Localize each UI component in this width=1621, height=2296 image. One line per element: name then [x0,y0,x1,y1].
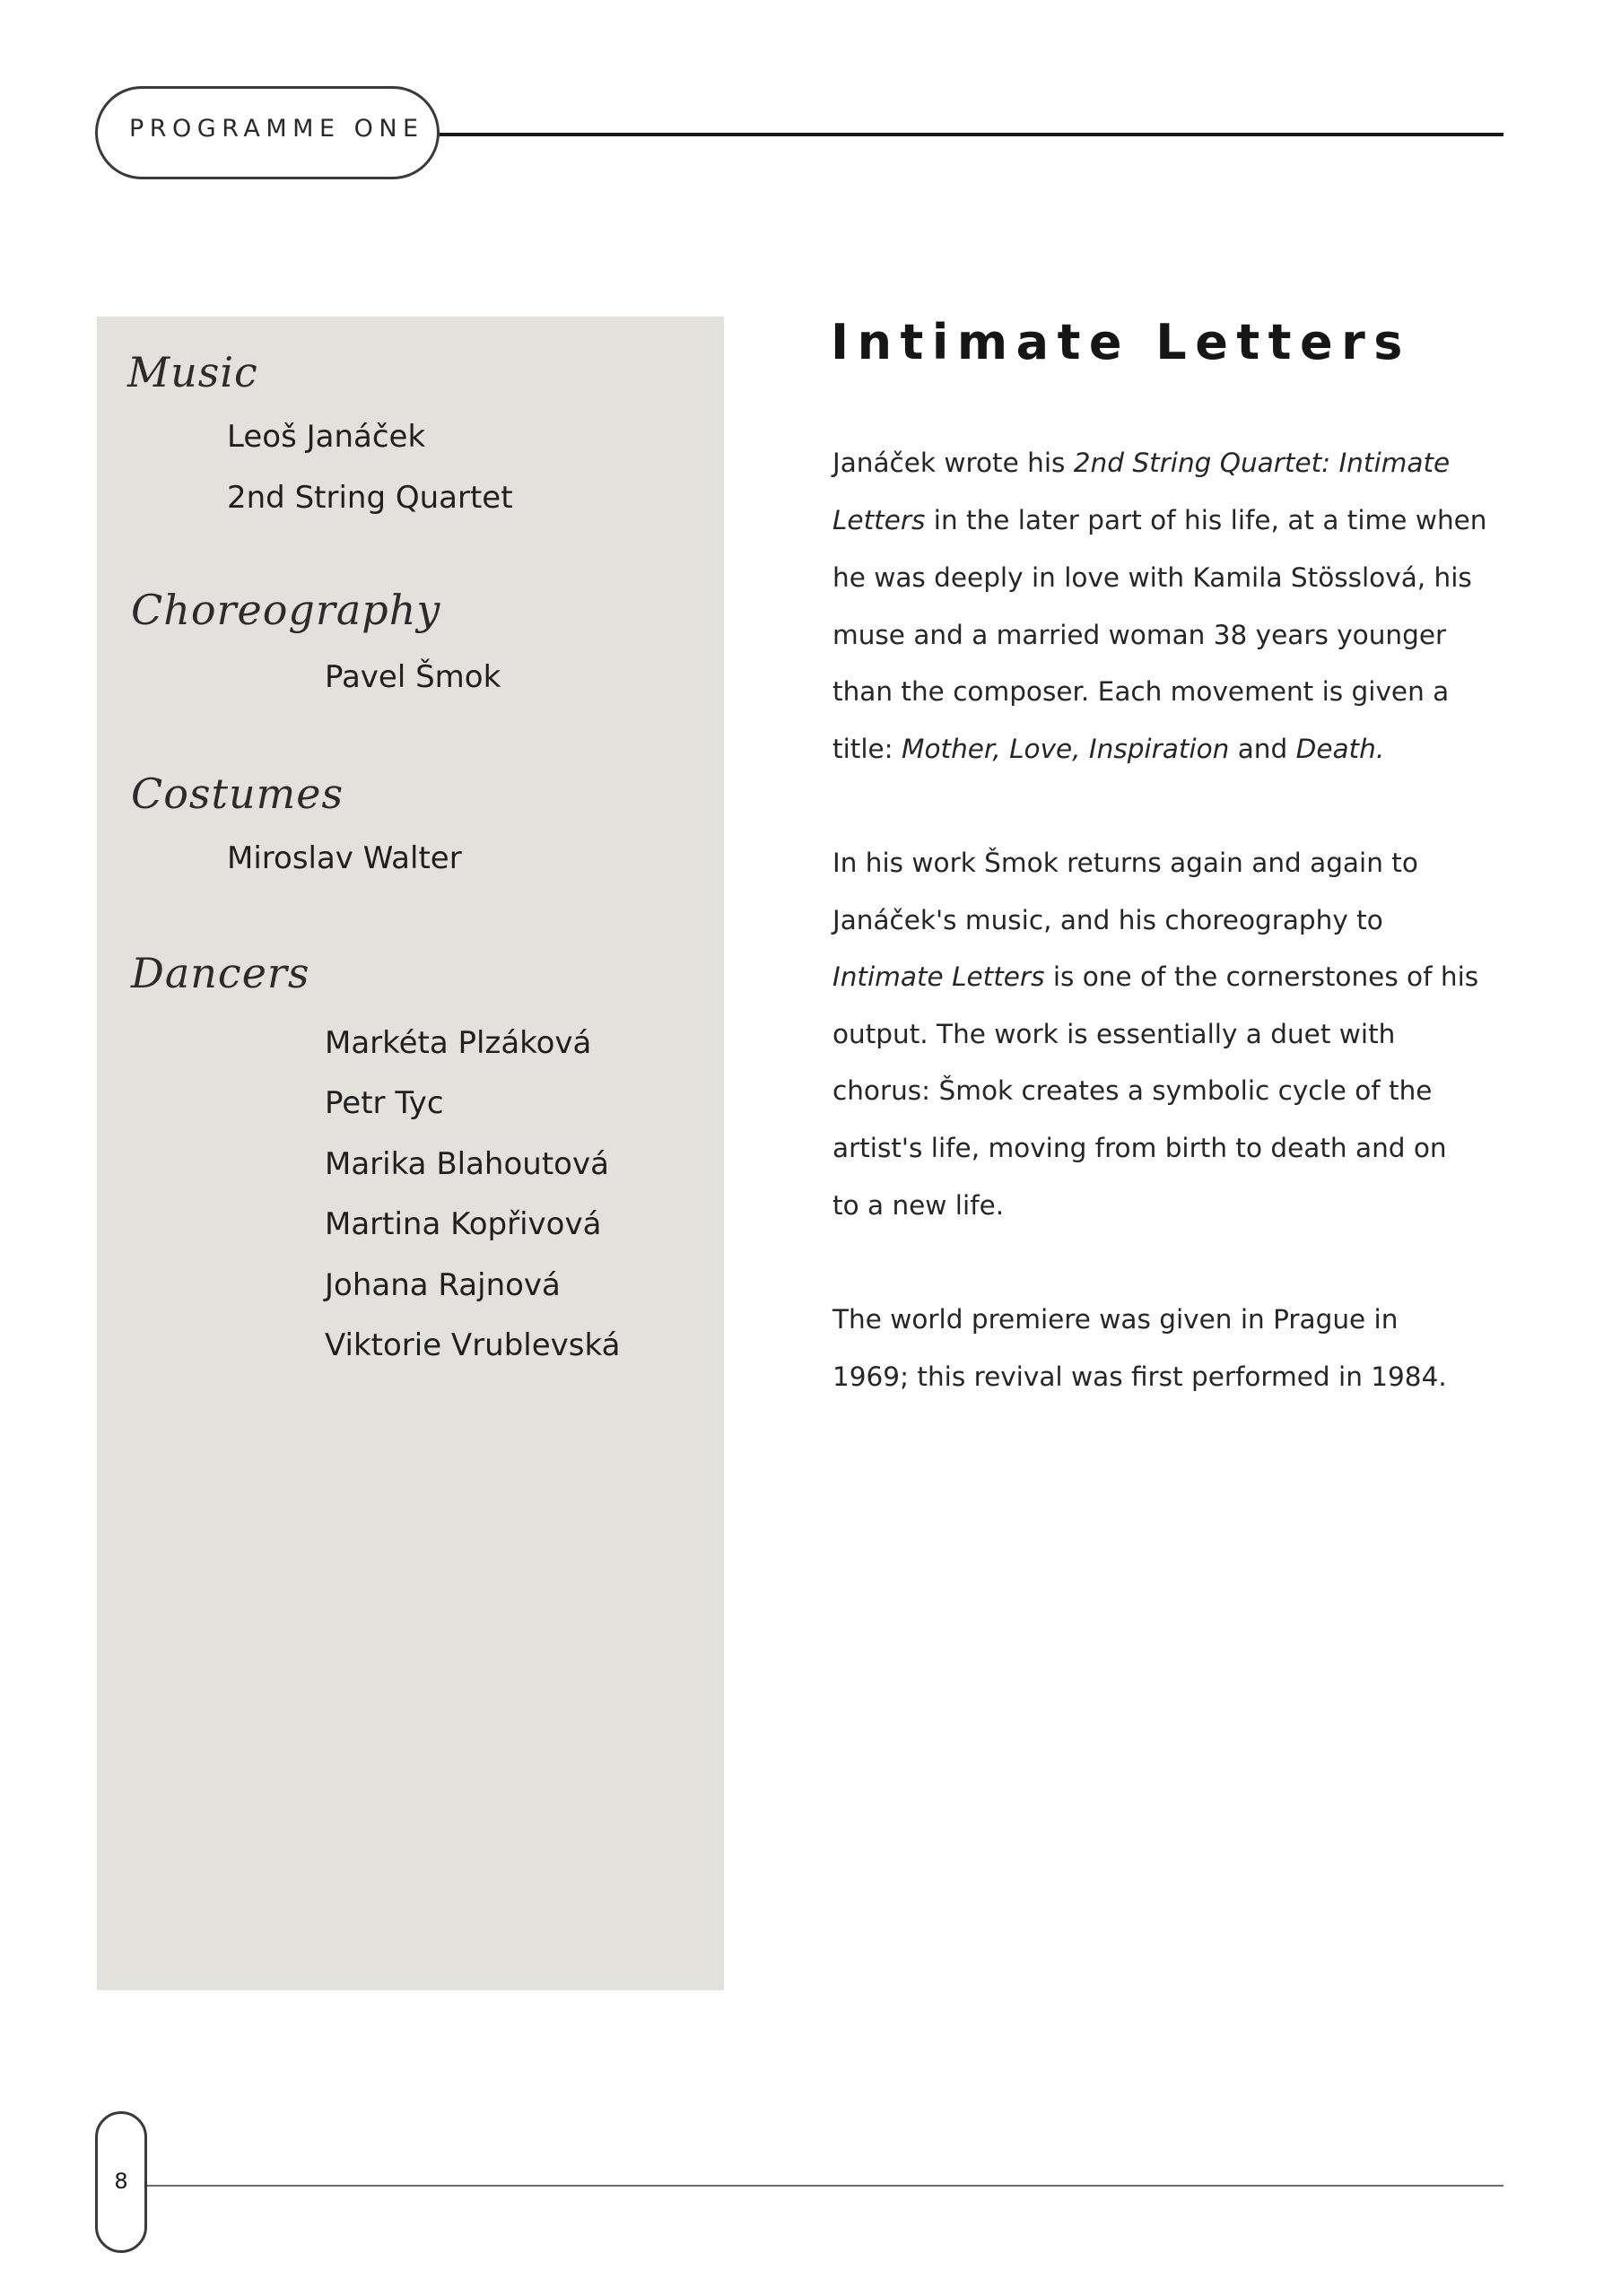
costumes-heading: Costumes [131,770,344,818]
dancer-name: Markéta Plzáková [325,1025,592,1061]
work-title-italic: Letters [832,505,926,535]
article-line: title: Mother, Love, Inspiration and Death. [832,734,1385,764]
article-line: Janáček wrote his 2nd String Quartet: Intimate [832,448,1451,478]
page-number: 8 [114,2169,128,2194]
dancer-name: Johana Rajnová [325,1267,561,1303]
dancer-name: Marika Blahoutová [325,1146,609,1182]
article-line: he was deeply in love with Kamila Stösslová, his [832,562,1472,593]
article-line: The world premiere was given in Prague in [832,1304,1399,1335]
article-line: output. The work is essentially a duet with [832,1019,1396,1049]
composer-name: Leoš Janáček [227,419,426,455]
article-line: Intimate Letters is one of the cornerstones of his [832,961,1479,992]
work-title-italic: 2nd String Quartet: Intimate [1073,448,1451,478]
article-line: muse and a married woman 38 years younger [832,620,1447,650]
costume-designer-name: Miroslav Walter [227,840,462,876]
article-line: Janáček's music, and his choreography to [832,905,1383,935]
article-line: to a new life. [832,1190,1005,1221]
choreography-heading: Choreography [131,586,441,634]
article-line: artist's life, moving from birth to death and on [832,1133,1447,1163]
dancers-heading: Dancers [131,949,310,997]
footer-rule [145,2185,1503,2187]
article-line: In his work Šmok returns again and again to [832,848,1418,878]
choreographer-name: Pavel Šmok [325,659,501,695]
article-line: chorus: Šmok creates a symbolic cycle of the [832,1075,1433,1106]
music-heading: Music [127,348,258,396]
article-title: Intimate Letters [831,314,1411,370]
work-title-italic: Intimate Letters [832,961,1045,992]
dancer-name: Martina Kopřivová [325,1206,602,1242]
dancer-name: Petr Tyc [325,1085,444,1121]
article-line: Letters in the later part of his life, at a time when [832,505,1487,535]
music-work: 2nd String Quartet [227,480,513,516]
article-line: 1969; this revival was first performed in 1984. [832,1361,1447,1392]
header-rule [438,133,1503,136]
programme-label: PROGRAMME ONE [129,115,424,143]
movement-title-italic: Death. [1295,734,1385,764]
movement-titles-italic: Mother, Love, Inspiration [902,734,1230,764]
dancer-name: Viktorie Vrublevská [325,1327,621,1363]
article-line: than the composer. Each movement is given a [832,676,1450,707]
